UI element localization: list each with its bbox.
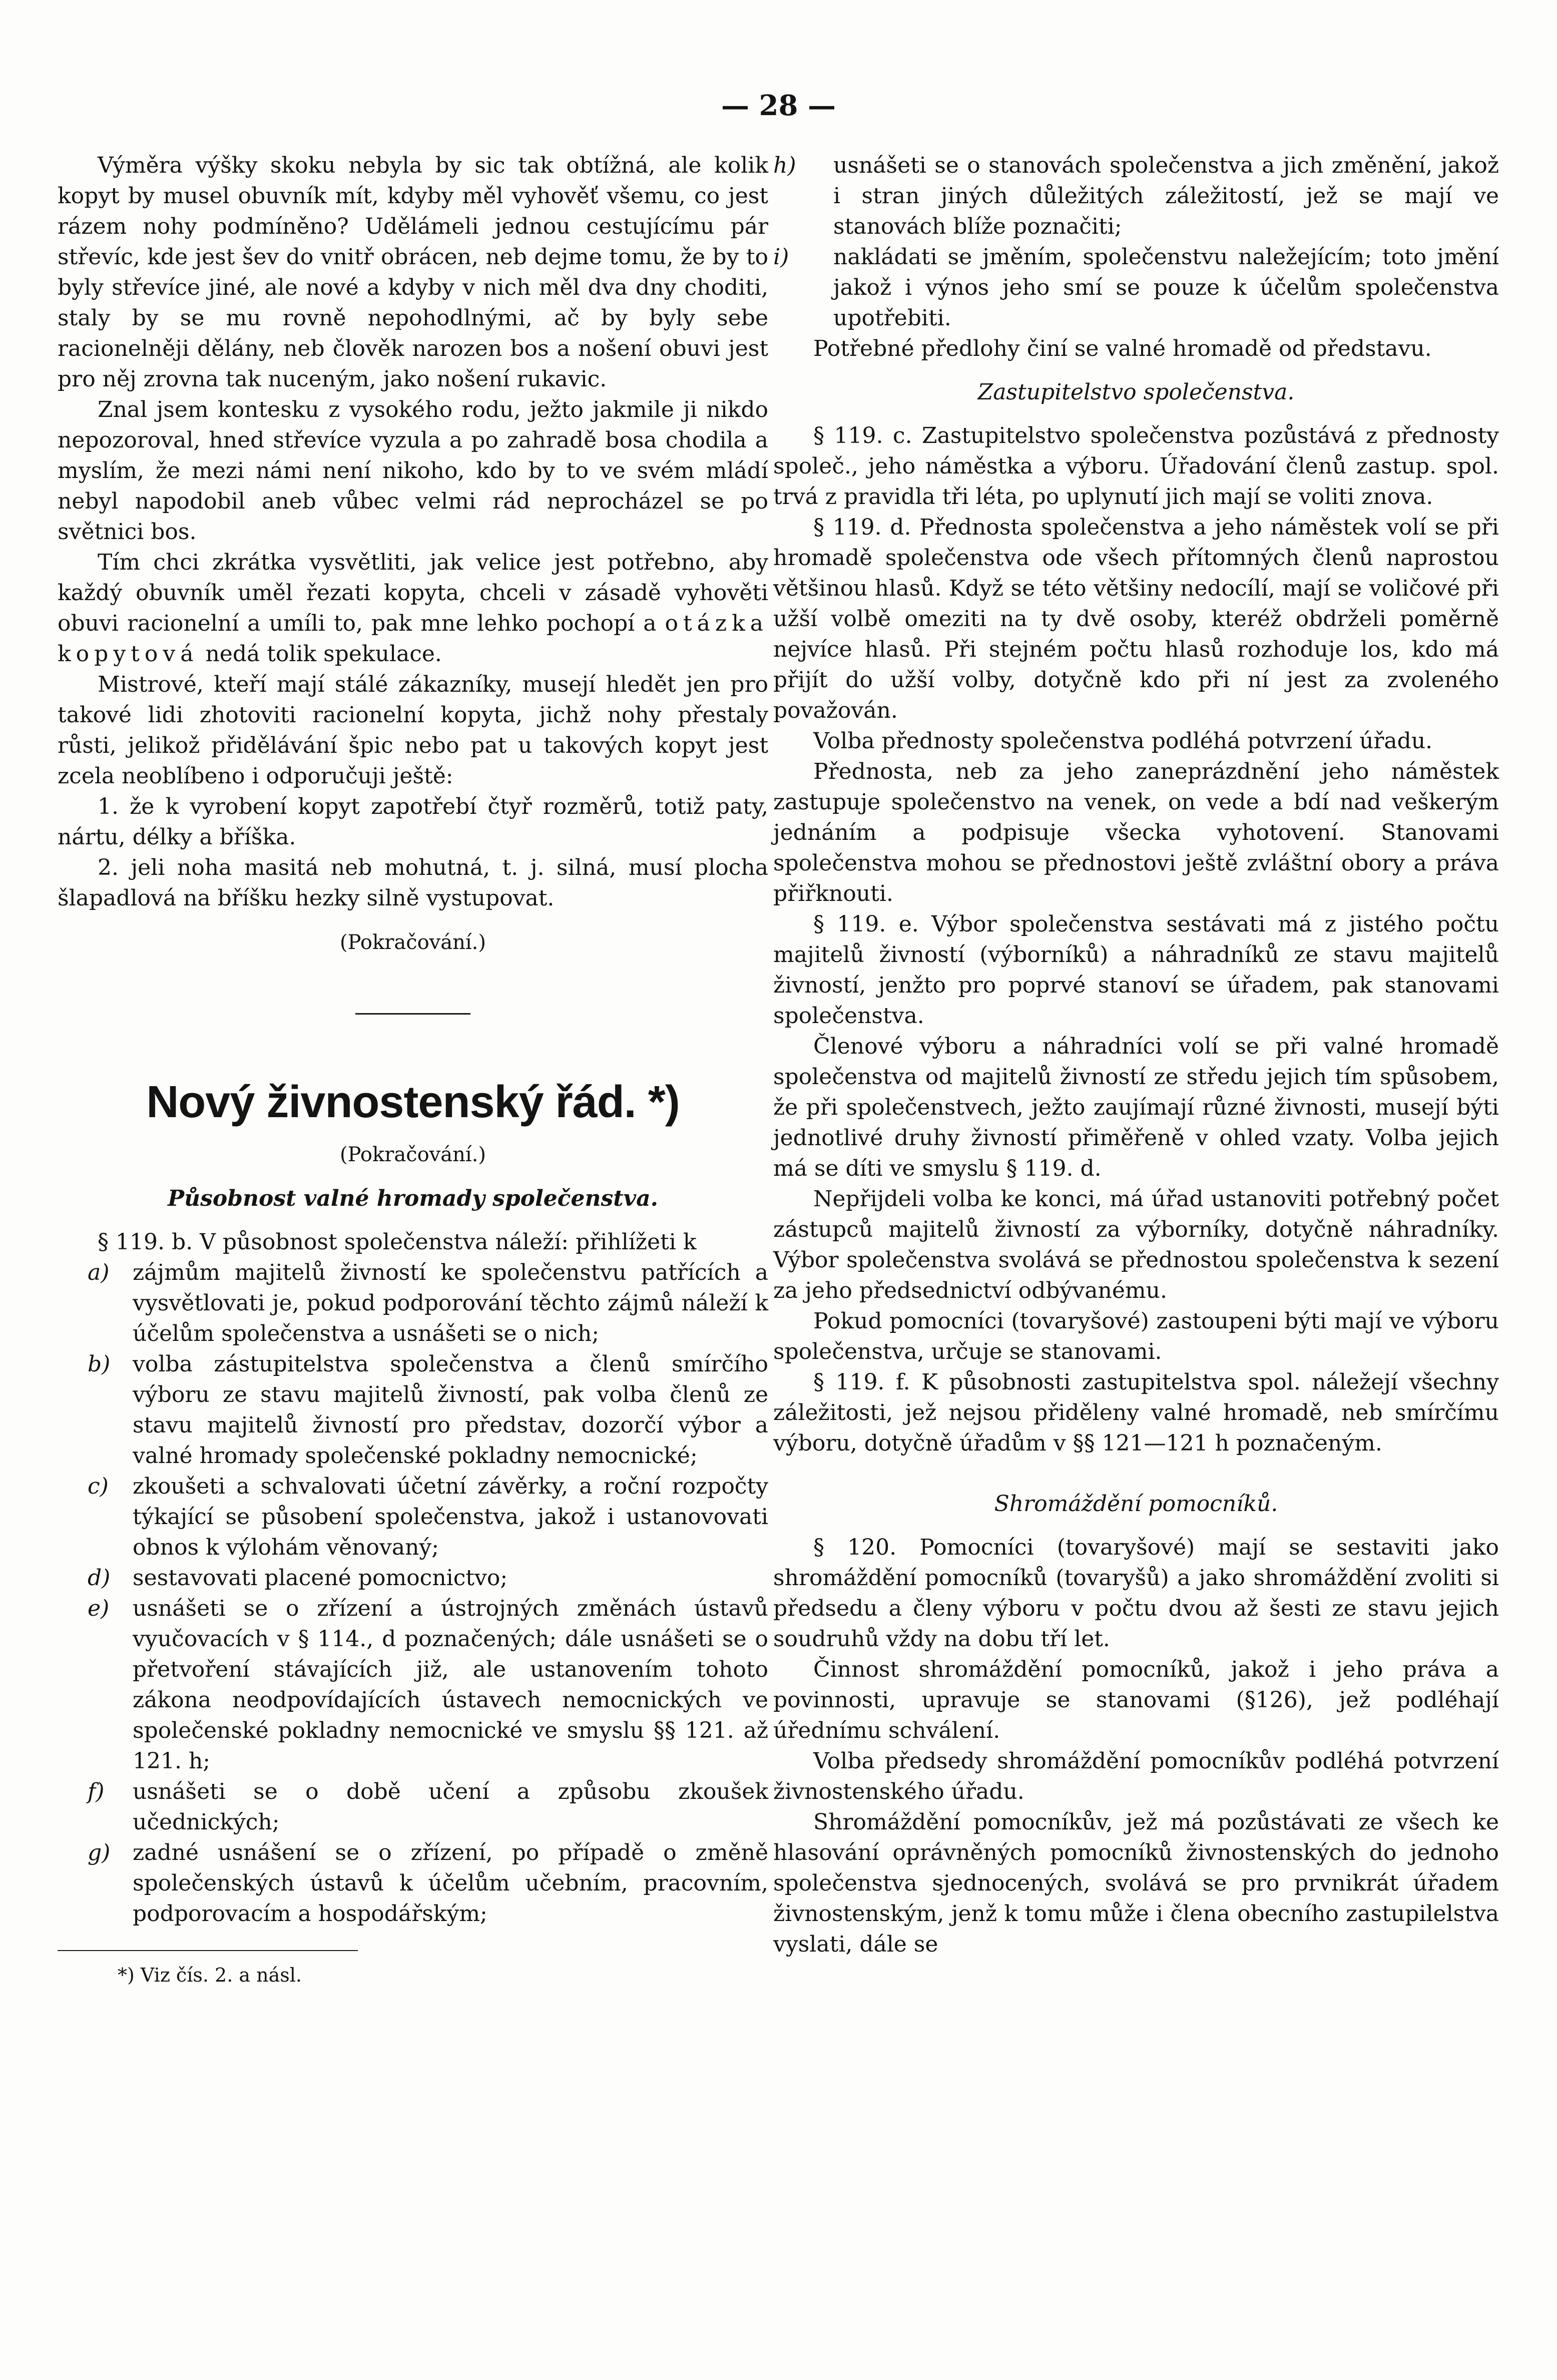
paragraph: Nepřijdeli volba ke konci, má úřad ustanoviti potřebný počet zástupců majitelů živností za výborníky, dotyčně náhradníky. Výbor společenstva svolává se přednostou společenstva k sezení za jeho předsednictví odbývanému. bbox=[773, 1186, 1499, 1303]
article-title: Nový živnostenský řád. *) bbox=[146, 1077, 680, 1127]
right-column bbox=[773, 150, 1499, 1960]
paragraph: Potřebné předlohy činí se valné hromadě od představu. bbox=[813, 336, 1432, 361]
paragraph: Volba předsedy shromáždění pomocníkův podléhá potvrzení živnostenského úřadu. bbox=[773, 1748, 1499, 1804]
section-heading: Zastupitelstvo společenstva. bbox=[977, 379, 1295, 405]
paragraph: § 119. e. Výbor společenstva sestávati má z jistého počtu majitelů živností (výborníků) a náhradníků ze stavu majitelů živností, jenžto pro poprvé stanoví se úřadem, pak stanovami společenstva. bbox=[773, 911, 1499, 1029]
divider bbox=[355, 1013, 470, 1015]
item-text: volba zástupitelstva společenstva a členů smírčího výboru ze stavu majitelů živností, pak volba členů ze stavu majitelů živností pro představ, dozorčí výbor a valné hromady společenské pokladny nemocnické; bbox=[133, 1351, 768, 1469]
list-item bbox=[58, 1776, 768, 1837]
paragraph: Mistrové, kteří mají stálé zákazníky, musejí hledět jen pro takové lidi zhotoviti racionelní kopyta, jichž nohy přestaly růsti, jelikož přidělávání špic nebo pat u takových kopyt jest zcela neoblíbeno i odporučuji ještě: bbox=[58, 672, 768, 789]
item-text: usnášeti se o zřízení a ústrojných změnách ústavů vyučovacích v § 114., d poznačených; dále usnášeti se o přetvoření stávajících již, ale ustanovením tohoto zákona neodpovídajících ústavech nemocnických ve společenské pokladny nemocnické ve smyslu §§ 121. až 121. h; bbox=[133, 1596, 768, 1774]
paragraph: Výměra výšky skoku nebyla by sic tak obtížná, ale kolik kopyt by musel obuvník mít, kdyby měl vyhověť všemu, co jest rázem nohy podmíněno? Udělámeli jednou cestujícímu pár střevíc, kde jest šev do vnitř obrácen, neb dejme tomu, že by to byly střevíce jiné, ale nové a kdyby v nich měl dva dny choditi, staly by se mu rovně nepohodlnými, ač by byly sebe racionelněji dělány, neb člověk narozen bos a nošení obuvi jest pro něj zrovna tak nuceným, jako nošení rukavic. bbox=[58, 153, 768, 392]
item-label: i) bbox=[773, 244, 789, 270]
paragraph: Přednosta, neb za jeho zaneprázdnění jeho náměstek zastupuje společenstvo na venek, on vede a bdí nad veškerým jednáním a podpisuje všecka vyhotovení. Stanovami společenstva mohou se přednostovi ještě zvláštní obory a práva přiřknouti. bbox=[773, 759, 1499, 906]
item-text: nakládati se jměním, společenstvu naležejícím; toto jmění jakož i výnos jeho smí se pouze k účelům společenstva upotřebiti. bbox=[833, 244, 1499, 331]
paragraph: § 119. b. V působnost společenstva náleží: přihlížeti k bbox=[98, 1229, 697, 1255]
item-label: b) bbox=[88, 1351, 111, 1377]
paragraph-text: nedá tolik spekulace. bbox=[205, 641, 442, 667]
paragraph: Znal jsem kontesku z vysokého rodu, ježto jakmile ji nikdo nepozoroval, hned střevíce vyzula a po zahradě bosa chodila a myslím, že mezi námi není nikoho, kdo by to ve svém mládí nebyl napodobil aneb vůbec velmi rád neprocházel se po světnici bos. bbox=[58, 397, 768, 545]
paragraph: § 120. Pomocníci (tovaryšové) mají se sestaviti jako shromáždění pomocníků (tovaryšů) a jako shromáždění zvoliti si předsedu a členy výboru v počtu dvou až šesti ze stavu jejich soudruhů vždy na dobu tří let. bbox=[773, 1535, 1499, 1652]
list-item bbox=[58, 1837, 768, 1929]
section-heading: Shromáždění pomocníků. bbox=[994, 1491, 1278, 1517]
paragraph: § 119. d. Přednosta společenstva a jeho náměstek volí se při hromadě společenstva ode všech přítomných členů naprostou většinou hlasů. Když se této většiny nedocílí, mají se voličové při užší volbě omeziti na ty dvě osoby, kteréž obdrželi poměrně nejvíce hlasů. Při stejném počtu hlasů rozhoduje los, kdo má přijít do užší volby, dotyčně kdo při ní jest za zvoleného považován. bbox=[773, 515, 1499, 723]
page-number: — 28 — bbox=[721, 89, 836, 122]
paragraph: Volba přednosty společenstva podléhá potvrzení úřadu. bbox=[813, 728, 1433, 754]
paragraph-text: Tím chci zkrátka vysvětliti, jak velice jest potřebno, aby každý obuvník uměl řezati kopyta, chceli v zásadě vyhověti obuvi racionelní a umíli to, pak mne lehko pochopí a bbox=[58, 550, 768, 636]
paragraph: Činnost shromáždění pomocníků, jakož i jeho práva a povinnosti, upravuje se stanovami (§126), jež podléhají úřednímu schválení. bbox=[773, 1657, 1499, 1743]
emphasized-text: otázka kopytová bbox=[58, 611, 768, 667]
paragraph: § 119. f. K působnosti zastupitelstva spol. náležejí všechny záležitosti, jež nejsou přiděleny valné hromadě, neb smírčímu výboru, dotyčně úřadům v §§ 121—121 h poznačeným. bbox=[773, 1369, 1499, 1456]
continued-note: (Pokračování.) bbox=[340, 931, 486, 954]
list-item bbox=[58, 1563, 768, 1593]
item-text: usnášeti se o době učení a způsobu zkoušek učednických; bbox=[133, 1779, 768, 1835]
numbered-point: 1. že k vyrobení kopyt zapotřebí čtyř rozměrů, totiž paty, nártu, délky a bříška. bbox=[58, 794, 768, 850]
paragraph bbox=[58, 547, 768, 669]
item-label: g) bbox=[88, 1840, 111, 1865]
item-text: sestavovati placené pomocnictvo; bbox=[133, 1565, 508, 1591]
footnote-divider bbox=[58, 1950, 358, 1951]
list-item bbox=[773, 242, 1499, 333]
list-item bbox=[58, 1593, 768, 1776]
item-label: f) bbox=[88, 1779, 105, 1804]
paragraph: Shromáždění pomocníkův, jež má pozůstávati ze všech ke hlasování oprávněných pomocníků živnostenských do jednoho společenstva sjednocených, svolává se pro prvnikrát úřadem živnostenským, jenž k tomu může i člena obecního zastupilelstva vyslati, dále se bbox=[773, 1809, 1499, 1957]
item-text: usnášeti se o stanovách společenstva a jich změnění, jakož i stran jiných důležitých záležitostí, jež se mají ve stanovách blíže poznačiti; bbox=[833, 153, 1499, 239]
numbered-point: 2. jeli noha masitá neb mohutná, t. j. silná, musí plocha šlapadlová na bříšku hezky silně vystupovat. bbox=[58, 855, 768, 911]
paragraph: Pokud pomocníci (tovaryšové) zastoupeni býti mají ve výboru společenstva, určuje se stanovami. bbox=[773, 1308, 1499, 1364]
paragraph: Členové výboru a náhradníci volí se při valné hromadě společenstva od majitelů živností ze středu jejich tím spůsobem, že při společenstvech, ježto zaujímají různé živnosti, musejí býti jednotlivé druhy živností přiměřeně v ohled vzaty. Volba jejich má se díti ve smyslu § 119. d. bbox=[773, 1034, 1499, 1181]
footnote: *) Viz čís. 2. a násl. bbox=[118, 1964, 302, 1986]
item-text: zadné usnášení se o zřízení, po případě o změně společenských ústavů k účelům učebním, pracovním, podporovacím a hospodářským; bbox=[133, 1840, 768, 1927]
item-label: a) bbox=[88, 1260, 110, 1285]
item-label: d) bbox=[88, 1565, 111, 1591]
paragraph: § 119. c. Zastupitelstvo společenstva pozůstává z přednosty společ., jeho náměstka a výboru. Úřadování členů zastup. spol. trvá z pravidla tři léta, po uplynutí jich mají se voliti znova. bbox=[773, 423, 1499, 510]
list-item bbox=[58, 1471, 768, 1563]
item-label: e) bbox=[88, 1596, 110, 1621]
list-item bbox=[58, 1257, 768, 1349]
left-column bbox=[58, 150, 768, 1991]
list-item bbox=[773, 150, 1499, 242]
item-text: zájmům majitelů živností ke společenstvu patřících a vysvětlovati je, pokud podporování těchto zájmů náleží k účelům společenstva a usnášeti se o nich; bbox=[133, 1260, 768, 1346]
list-item bbox=[58, 1349, 768, 1471]
article-continued-note: (Pokračování.) bbox=[340, 1143, 486, 1166]
item-label: h) bbox=[773, 153, 796, 178]
section-heading: Působnost valné hromady společenstva. bbox=[168, 1186, 658, 1211]
item-label: c) bbox=[88, 1474, 109, 1499]
item-text: zkoušeti a schvalovati účetní závěrky, a roční rozpočty týkající se působení společenstva, jakož i ustanovovati obnos k výlohám věnovaný; bbox=[133, 1474, 768, 1560]
